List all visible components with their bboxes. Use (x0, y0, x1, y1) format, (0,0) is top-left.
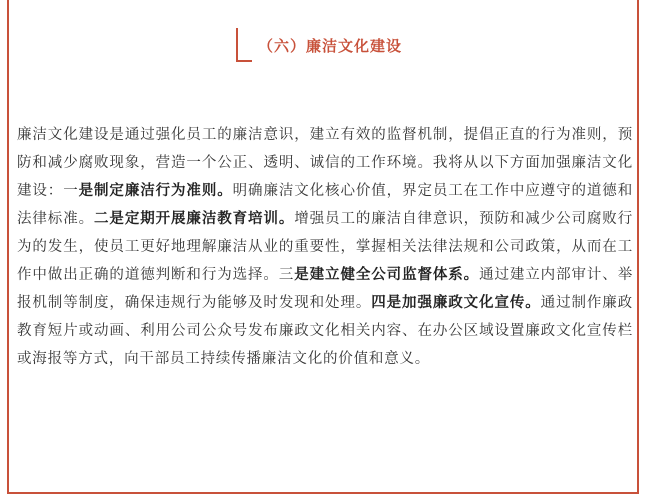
key-point-4: 四是加强廉政文化宣传。 (371, 295, 541, 311)
paragraph-text: 廉洁文化建设是通过强化员工的廉洁意识，建立有效的监督机制，提倡正直的行为准则，预防和减少腐败现象，营造一个公正、透明、诚信的工作环境。我将从以下方面加强廉洁文化建设：一 (17, 127, 633, 199)
key-point-1: 是制定廉洁行为准则。 (78, 183, 233, 199)
paragraph-text: 明确廉洁文化核心价值，界定员工在工作中应遵守的道德和法律标准。 (17, 183, 633, 227)
key-point-2: 二是定期开展廉洁教育培训。 (94, 211, 295, 227)
heading-bracket-decoration (236, 28, 252, 62)
body-paragraph (17, 121, 633, 373)
key-point-3: 是建立健全公司监督体系。 (294, 267, 480, 283)
paragraph-text: 增强员工的廉洁自律意识，预防和减少公司腐败行为的发生，使员工更好地理解廉洁从业的重要性，掌握相关法律法规和公司政策，从而在工作中做出正确的道德判断和行为选择。三 (17, 211, 633, 283)
section-heading-block (236, 28, 402, 64)
paragraph-text: 通过制作廉政教育短片或动画、利用公司公众号发布廉政文化相关内容、在办公区域设置廉政文化宣传栏或海报等方式，向干部员工持续传播廉洁文化的价值和意义。 (17, 295, 633, 367)
paragraph-text: 通过建立内部审计、举报机制等制度，确保违规行为能够及时发现和处理。 (17, 267, 633, 311)
section-heading: （六）廉洁文化建设 (258, 37, 403, 55)
